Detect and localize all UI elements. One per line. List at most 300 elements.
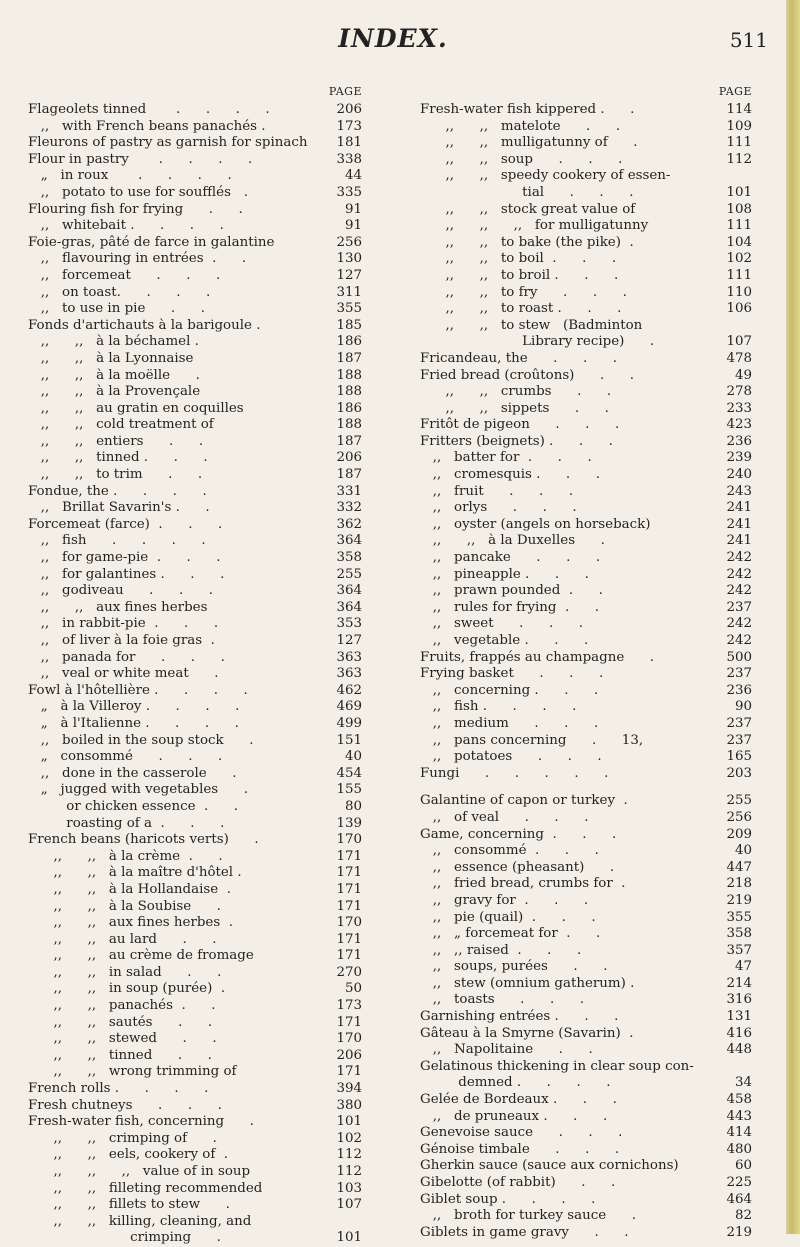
index-entry-page: 187 xyxy=(336,350,362,366)
index-entry-page: 236 xyxy=(726,682,752,698)
index-column-left xyxy=(28,82,362,1247)
index-entry-text: Fricandeau, the . . . xyxy=(420,350,618,366)
index-entry-page: 102 xyxy=(336,1130,362,1146)
index-entry-page: 101 xyxy=(726,184,752,200)
index-entry xyxy=(28,716,362,733)
index-entry xyxy=(420,583,752,600)
index-entry-text: ,, ,, in salad . . xyxy=(28,964,222,980)
index-entry xyxy=(28,1015,362,1032)
index-entry-page: 414 xyxy=(726,1125,752,1141)
index-entry-text: ,, „ forcemeat for . . xyxy=(420,926,601,942)
index-entry-page: 165 xyxy=(726,749,752,765)
index-entry xyxy=(28,1048,362,1065)
index-entry xyxy=(28,268,362,285)
index-entry xyxy=(28,699,362,716)
index-entry-page: 355 xyxy=(726,909,752,925)
index-entry-page: 40 xyxy=(734,843,752,859)
index-entry-page: 112 xyxy=(336,1147,362,1163)
index-entry xyxy=(28,168,362,185)
page-column-label: PAGE xyxy=(718,85,752,98)
index-entry-text: ,, of liver à la foie gras . xyxy=(28,633,215,648)
index-entry xyxy=(420,484,752,501)
index-entry-page: 171 xyxy=(336,1014,362,1030)
index-entry-page: 241 xyxy=(726,533,752,549)
index-entry xyxy=(420,1175,752,1192)
index-entry-text: ,, stew (omnium gatherum) . xyxy=(420,975,635,991)
index-entry-text: Flouring fish for frying . . xyxy=(28,201,243,217)
index-entry-text: ,, ,, soup . . . xyxy=(420,151,623,167)
index-entry xyxy=(28,102,362,119)
index-entry-page: 82 xyxy=(734,1208,752,1224)
index-entry xyxy=(420,533,752,550)
index-entry-text: ,, toasts . . . xyxy=(420,992,584,1008)
index-entry xyxy=(420,1059,752,1076)
index-entry-text: Frying basket . . . xyxy=(420,666,604,682)
index-entry-text: ,, forcemeat . . . xyxy=(28,267,221,283)
index-entry xyxy=(28,932,362,949)
index-entry-text: ,, ,, crumbs . . xyxy=(420,384,612,400)
index-entry xyxy=(28,119,362,136)
index-entry xyxy=(420,683,752,700)
index-entry-text: ,, ,, aux fines herbes . xyxy=(28,915,233,931)
index-entry xyxy=(420,959,752,976)
index-entry xyxy=(28,135,362,152)
index-entry-text: ,, flavouring in entrées . . xyxy=(28,251,247,267)
index-entry xyxy=(28,882,362,899)
index-entry-text: Fondue, the . . . . xyxy=(28,483,207,499)
index-entry-text: Fleurons of pastry as garnish for spinach xyxy=(28,135,308,151)
index-entry-text: ,, vegetable . . . xyxy=(420,633,589,648)
index-entry-text: ,, ,, cold treatment of xyxy=(28,417,214,433)
index-entry xyxy=(420,876,752,893)
index-entry xyxy=(420,1109,752,1126)
index-entry xyxy=(420,467,752,484)
index-entry-text: ,, ,, au lard . . xyxy=(28,931,217,947)
index-entry-text: ,, boiled in the soup stock . xyxy=(28,732,254,748)
index-entry xyxy=(28,782,362,799)
index-entry xyxy=(28,368,362,385)
index-entry-page: 364 xyxy=(336,583,362,599)
index-entry-list xyxy=(28,102,362,1247)
index-entry-page: 170 xyxy=(336,915,362,931)
index-entry-text: Game, concerning . . . xyxy=(420,826,617,842)
index-entry-page: 173 xyxy=(336,998,362,1014)
index-entry-page: 214 xyxy=(726,975,752,991)
index-entry-page: 171 xyxy=(336,881,362,897)
index-entry-text: Fresh chutneys . . . xyxy=(28,1097,222,1113)
index-entry-text: ,, orlys . . . xyxy=(420,500,577,516)
index-entry-text: ,, ,, fillets to stew . xyxy=(28,1197,230,1213)
index-entry-page: 186 xyxy=(336,334,362,350)
index-entry-text: ,, ,, mulligatunny of . xyxy=(420,135,638,151)
index-entry-page: 357 xyxy=(726,942,752,958)
index-entry-page: 338 xyxy=(336,151,362,167)
index-entry-page: 256 xyxy=(726,809,752,825)
index-entry-text: ,, ,, à la maître d'hôtel . xyxy=(28,865,242,881)
index-entry-text: ,, in rabbit-pie . . . xyxy=(28,616,219,632)
index-entry-text: Library recipe) . xyxy=(420,334,655,350)
index-entry-page: 278 xyxy=(726,384,752,400)
index-entry-text: „ consommé . . . xyxy=(28,749,223,765)
index-entry-page: 44 xyxy=(344,168,362,184)
index-entry-page: 111 xyxy=(726,267,752,283)
index-entry-text: ,, of veal . . . xyxy=(420,809,589,825)
index-entry-page: 362 xyxy=(336,516,362,532)
index-entry-page: 355 xyxy=(336,301,362,317)
index-entry xyxy=(420,860,752,877)
index-entry-text: Garnishing entrées . . . xyxy=(420,1009,619,1025)
index-entry-page: 256 xyxy=(336,234,362,250)
index-entry xyxy=(28,1131,362,1148)
index-entry-page: 114 xyxy=(726,102,752,117)
index-entry xyxy=(28,981,362,998)
index-entry xyxy=(420,1092,752,1109)
index-entry-page: 469 xyxy=(336,699,362,715)
index-entry xyxy=(28,666,362,683)
index-entry-text: ,, for game-pie . . . xyxy=(28,550,221,566)
index-entry-page: 131 xyxy=(726,1009,752,1025)
index-entry-text: ,, ,, au gratin en coquilles xyxy=(28,400,244,416)
index-entry-page: 241 xyxy=(726,516,752,532)
index-entry-page: 104 xyxy=(726,234,752,250)
index-entry xyxy=(28,849,362,866)
page-edge-gilt xyxy=(786,0,800,1234)
index-entry xyxy=(28,1197,362,1214)
index-entry xyxy=(420,766,752,783)
index-entry-page: 242 xyxy=(726,566,752,582)
index-entry-page: 188 xyxy=(336,367,362,383)
index-entry xyxy=(420,616,752,633)
index-entry xyxy=(420,202,752,219)
index-entry-text: ,, to use in pie . . xyxy=(28,301,205,317)
index-entry xyxy=(420,334,752,351)
index-entry-text: ,, ,, filleting recommended xyxy=(28,1180,263,1196)
index-entry xyxy=(28,1114,362,1131)
index-entry-page: 127 xyxy=(336,267,362,283)
index-entry xyxy=(420,251,752,268)
index-entry xyxy=(420,1192,752,1209)
index-entry-page: 332 xyxy=(336,500,362,516)
index-entry xyxy=(420,926,752,943)
index-entry-page: 242 xyxy=(726,583,752,599)
index-entry-page: 311 xyxy=(336,284,362,300)
page-column-label: PAGE xyxy=(328,85,362,98)
index-entry xyxy=(28,450,362,467)
index-entry-page: 130 xyxy=(336,251,362,267)
index-entry-page: 363 xyxy=(336,666,362,682)
index-entry-page: 219 xyxy=(726,892,752,908)
index-entry xyxy=(420,301,752,318)
index-entry-text: ,, Napolitaine . . xyxy=(420,1042,593,1058)
index-entry-list xyxy=(420,102,752,1241)
index-entry-page: 331 xyxy=(336,483,362,499)
index-entry-text: ,, de pruneaux . . . xyxy=(420,1108,608,1124)
index-entry xyxy=(420,716,752,733)
index-entry-text: ,, done in the casserole . xyxy=(28,765,237,781)
index-entry xyxy=(28,417,362,434)
index-entry-page: 188 xyxy=(336,417,362,433)
index-entry xyxy=(420,1208,752,1225)
index-entry-page: 109 xyxy=(726,118,752,134)
index-entry-text: ,, ,, sautés . . xyxy=(28,1014,213,1030)
index-entry xyxy=(28,799,362,816)
index-entry xyxy=(28,865,362,882)
index-entry-page: 181 xyxy=(336,135,362,151)
index-entry xyxy=(420,749,752,766)
index-entry-text: Gelée de Bordeaux . . . xyxy=(420,1092,617,1108)
index-entry-page: 219 xyxy=(726,1224,752,1240)
index-entry xyxy=(420,600,752,617)
index-entry-text: „ à la Villeroy . . . . xyxy=(28,699,240,715)
index-entry xyxy=(420,650,752,667)
index-entry-page: 364 xyxy=(336,599,362,615)
index-entry xyxy=(28,749,362,766)
index-entry xyxy=(28,816,362,833)
index-entry-page: 242 xyxy=(726,633,752,648)
index-entry xyxy=(28,550,362,567)
index-entry xyxy=(420,235,752,252)
index-entry xyxy=(28,334,362,351)
index-entry-text: „ in roux . . . . xyxy=(28,168,232,184)
index-entry-page: 101 xyxy=(336,1230,362,1246)
index-entry-text: ,, ,, sippets . . xyxy=(420,400,609,416)
index-entry xyxy=(28,235,362,252)
index-entry-page: 49 xyxy=(734,367,752,383)
index-entry-text: ,, pie (quail) . . . xyxy=(420,909,596,925)
index-entry xyxy=(28,500,362,517)
index-entry-page: 111 xyxy=(726,135,752,151)
index-entry xyxy=(420,135,752,152)
index-entry-text: Fruits, frappés au champagne . xyxy=(420,649,655,665)
index-entry-page: 209 xyxy=(726,826,752,842)
index-entry-page: 103 xyxy=(336,1180,362,1196)
index-entry-page: 240 xyxy=(726,467,752,483)
index-entry-page: 171 xyxy=(336,1064,362,1080)
index-entry xyxy=(420,351,752,368)
index-entry-page: 40 xyxy=(344,749,362,765)
index-entry-text: Fonds d'artichauts à la barigoule . xyxy=(28,317,261,333)
index-entry-page: 203 xyxy=(726,765,752,781)
index-entry xyxy=(420,1142,752,1159)
index-entry-text: Genevoise sauce . . . xyxy=(420,1125,623,1141)
index-entry-text: Gâteau à la Smyrne (Savarin) . xyxy=(420,1025,634,1041)
index-entry-text: ,, ,, tinned . . . xyxy=(28,450,208,466)
index-entry xyxy=(28,583,362,600)
index-entry-text: ,, whitebait . . . . xyxy=(28,218,224,234)
index-entry xyxy=(28,766,362,783)
index-entry xyxy=(420,1026,752,1043)
index-entry-page: 480 xyxy=(726,1141,752,1157)
index-entry xyxy=(420,417,752,434)
index-entry-page: 171 xyxy=(336,898,362,914)
index-entry-text: ,, cromesquis . . . xyxy=(420,467,600,483)
index-entry-page: 110 xyxy=(726,284,752,300)
index-entry-text: ,, broth for turkey sauce . xyxy=(420,1208,636,1224)
index-entry-page: 173 xyxy=(336,118,362,134)
index-entry xyxy=(420,1225,752,1242)
index-entry-page: 242 xyxy=(726,550,752,566)
index-entry xyxy=(420,910,752,927)
index-entry-page: 218 xyxy=(726,876,752,892)
index-entry xyxy=(420,268,752,285)
index-entry-page: 236 xyxy=(726,433,752,449)
index-entry-page: 316 xyxy=(726,992,752,1008)
index-entry-text: ,, ,, à la Duxelles . xyxy=(420,533,605,549)
index-entry xyxy=(420,401,752,418)
index-entry-page: 416 xyxy=(726,1025,752,1041)
index-entry-text: Fresh-water fish, concerning . xyxy=(28,1114,254,1130)
index-entry-page: 112 xyxy=(336,1164,362,1179)
index-entry xyxy=(28,1230,362,1247)
index-entry-text: ,, ,, raised . . . xyxy=(420,942,582,958)
index-entry-text: ,, fish . . . . xyxy=(420,699,577,715)
index-entry-page: 364 xyxy=(336,533,362,549)
index-entry-text: ,, with French beans panachés . xyxy=(28,118,266,134)
index-entry xyxy=(420,843,752,860)
index-entry-text: Gelatinous thickening in clear soup con- xyxy=(420,1058,694,1074)
index-entry-page: 106 xyxy=(726,301,752,317)
index-entry-text: demned . . . . xyxy=(420,1075,611,1091)
index-entry xyxy=(28,251,362,268)
index-entry-page: 448 xyxy=(726,1042,752,1058)
index-entry-text: ,, ,, matelote . . xyxy=(420,118,621,134)
index-entry xyxy=(28,517,362,534)
index-entry-page: 108 xyxy=(726,201,752,217)
index-entry-text: ,, batter for . . . xyxy=(420,450,592,466)
index-entry-page: 102 xyxy=(726,251,752,267)
index-entry-page: 107 xyxy=(726,334,752,350)
index-entry xyxy=(28,567,362,584)
index-entry-text: Foie-gras, pâté de farce in galantine xyxy=(28,234,275,250)
index-entry-page: 462 xyxy=(336,682,362,698)
index-entry xyxy=(28,484,362,501)
index-entry xyxy=(28,301,362,318)
index-entry xyxy=(28,899,362,916)
index-entry-text: Galantine of capon or turkey . xyxy=(420,793,628,809)
index-entry-page: 499 xyxy=(336,715,362,731)
index-entry-page: 155 xyxy=(336,782,362,798)
index-entry xyxy=(28,733,362,750)
index-entry-page: 335 xyxy=(336,184,362,200)
index-entry-page: 206 xyxy=(336,1047,362,1063)
index-entry-text: ,, ,, à la moëlle . xyxy=(28,367,200,383)
index-entry xyxy=(28,285,362,302)
index-entry-text: ,, ,, to broil . . . xyxy=(420,267,619,283)
index-entry xyxy=(28,1098,362,1115)
index-entry-page: 358 xyxy=(336,550,362,566)
index-entry xyxy=(420,185,752,202)
index-entry xyxy=(28,965,362,982)
index-entry-page: 170 xyxy=(336,832,362,848)
index-entry-text: Fritters (beignets) . . . xyxy=(420,433,613,449)
index-entry-page: 34 xyxy=(734,1075,752,1091)
index-entry-text: ,, ,, wrong trimming of xyxy=(28,1064,237,1080)
index-entry-page: 237 xyxy=(726,732,752,748)
index-entry xyxy=(28,1081,362,1098)
index-entry-page: 170 xyxy=(336,1031,362,1047)
index-entry xyxy=(28,915,362,932)
index-entry-text: ,, ,, à la crème . . xyxy=(28,848,223,864)
index-entry-page: 139 xyxy=(336,815,362,831)
index-entry xyxy=(28,533,362,550)
index-entry-text: ,, ,, to roast . . . xyxy=(420,301,622,317)
index-entry xyxy=(420,102,752,119)
index-entry-text: „ à l'Italienne . . . . xyxy=(28,715,239,731)
index-entry xyxy=(28,616,362,633)
index-entry-text: ,, rules for frying . . xyxy=(420,599,600,615)
index-entry xyxy=(28,1164,362,1181)
index-entry xyxy=(28,998,362,1015)
index-entry-text: ,, ,, à la Hollandaise . xyxy=(28,881,231,897)
index-entry xyxy=(420,567,752,584)
index-entry xyxy=(28,1181,362,1198)
index-entry-page: 186 xyxy=(336,400,362,416)
index-entry-text: ,, ,, à la Provençale xyxy=(28,384,201,400)
index-entry-text: Flour in pastry . . . . xyxy=(28,151,253,167)
index-entry-text: ,, fish . . . . xyxy=(28,533,206,549)
index-entry-text: ,, ,, stewed . . xyxy=(28,1031,217,1047)
index-column-right xyxy=(420,82,752,1241)
index-entry-page: 255 xyxy=(336,566,362,582)
index-entry-text: tial . . . xyxy=(420,184,634,200)
index-entry-text: Fresh-water fish kippered . . xyxy=(420,102,635,117)
index-entry-text: or chicken essence . . xyxy=(28,798,239,814)
index-entry-page: 358 xyxy=(726,926,752,942)
index-entry-text: ,, ,, panachés . . xyxy=(28,998,216,1014)
page-number: 511 xyxy=(729,28,768,52)
index-entry-page: 423 xyxy=(726,417,752,433)
index-entry-page: 394 xyxy=(336,1081,362,1097)
index-entry-page: 91 xyxy=(344,201,362,217)
index-entry xyxy=(28,1214,362,1231)
index-entry xyxy=(420,1125,752,1142)
index-entry xyxy=(420,218,752,235)
index-entry-text: ,, ,, to trim . . xyxy=(28,467,203,483)
index-entry xyxy=(420,893,752,910)
index-entry-text: ,, ,, aux fines herbes xyxy=(28,599,208,615)
index-entry-page: 237 xyxy=(726,666,752,682)
index-entry-page: 171 xyxy=(336,865,362,881)
index-entry xyxy=(420,810,752,827)
index-entry-text: ,, ,, in soup (purée) . xyxy=(28,981,226,997)
index-entry-text: ,, ,, killing, cleaning, and xyxy=(28,1213,252,1229)
index-entry-text: ,, pans concerning . 13, xyxy=(420,732,644,748)
index-entry-text: Gherkin sauce (sauce aux cornichons) xyxy=(420,1158,679,1174)
index-entry-text: ,, prawn pounded . . xyxy=(420,583,603,599)
index-entry-text: French beans (haricots verts) . xyxy=(28,832,259,848)
index-entry-text: ,, ,, to boil . . . xyxy=(420,251,617,267)
index-entry-text: ,, ,, to stew (Badminton xyxy=(420,317,643,333)
index-entry-page: 464 xyxy=(726,1191,752,1207)
index-entry-text: ,, pancake . . . xyxy=(420,550,601,566)
index-entry-page: 237 xyxy=(726,599,752,615)
index-entry xyxy=(420,827,752,844)
index-entry-text: ,, ,, à la Soubise . xyxy=(28,898,221,914)
index-entry xyxy=(28,318,362,335)
page-title: INDEX. xyxy=(338,24,448,53)
index-entry-text: Forcemeat (farce) . . . xyxy=(28,516,223,532)
index-entry xyxy=(28,633,362,650)
index-entry-text: ,, sweet . . . xyxy=(420,616,584,632)
index-entry-page: 242 xyxy=(726,616,752,632)
index-entry xyxy=(28,434,362,451)
index-entry xyxy=(420,318,752,335)
index-entry-page: 255 xyxy=(726,793,752,809)
index-entry-text: ,, pineapple . . . xyxy=(420,566,589,582)
index-entry xyxy=(420,434,752,451)
index-entry-text: ,, ,, ,, for mulligatunny xyxy=(420,218,649,234)
index-entry xyxy=(28,185,362,202)
